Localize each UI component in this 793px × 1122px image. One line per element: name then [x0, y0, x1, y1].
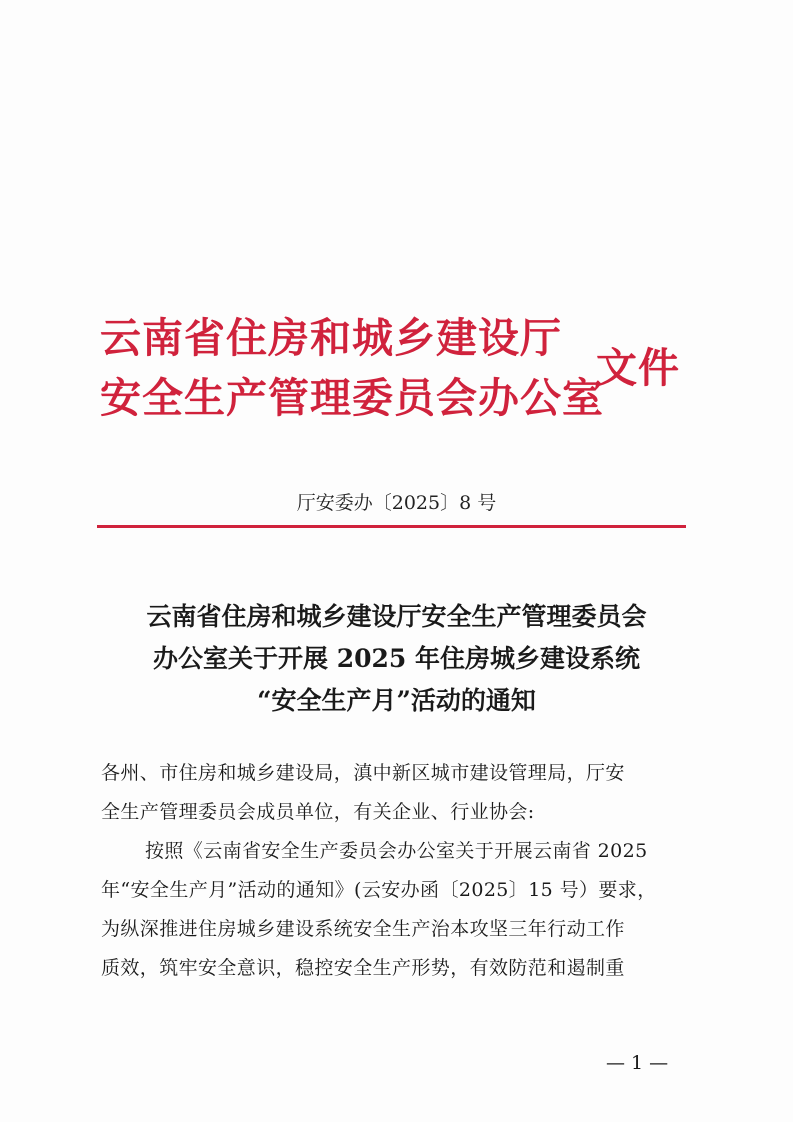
- title-line-1: 云南省住房和城乡建设厅安全生产管理委员会: [146, 602, 647, 631]
- title-line-3: “安全生产月”活动的通知: [257, 686, 536, 715]
- body-paragraph-line-4: 质效，筑牢安全意识，稳控安全生产形势，有效防范和遏制重: [101, 957, 625, 979]
- document-type-label: 文件: [596, 344, 680, 392]
- document-body: [101, 754, 691, 988]
- body-paragraph-line-1: 按照《云南省安全生产委员会办公室关于开展云南省 2025: [145, 840, 648, 862]
- title-line-2: 办公室关于开展 2025 年住房城乡建设系统: [153, 644, 640, 673]
- issuing-authority-header: [100, 312, 700, 442]
- document-number: 厅安委办〔2025〕8 号: [296, 492, 497, 514]
- document-title: [80, 596, 713, 722]
- addressee-line-1: 各州、市住房和城乡建设局，滇中新区城市建设管理局，厅安: [101, 762, 625, 784]
- red-divider-line: [97, 525, 686, 528]
- issuing-org-line-2: 安全生产管理委员会办公室: [100, 374, 604, 422]
- body-paragraph-line-2: 年“安全生产月”活动的通知》(云安办函〔2025〕15 号）要求，: [101, 879, 657, 901]
- page-number: — 1 —: [606, 1052, 669, 1074]
- body-paragraph-line-3: 为纵深推进住房城乡建设系统安全生产治本攻坚三年行动工作: [101, 918, 625, 940]
- addressee-line-2: 全生产管理委员会成员单位，有关企业、行业协会:: [101, 801, 535, 823]
- issuing-org-line-1: 云南省住房和城乡建设厅: [100, 314, 562, 362]
